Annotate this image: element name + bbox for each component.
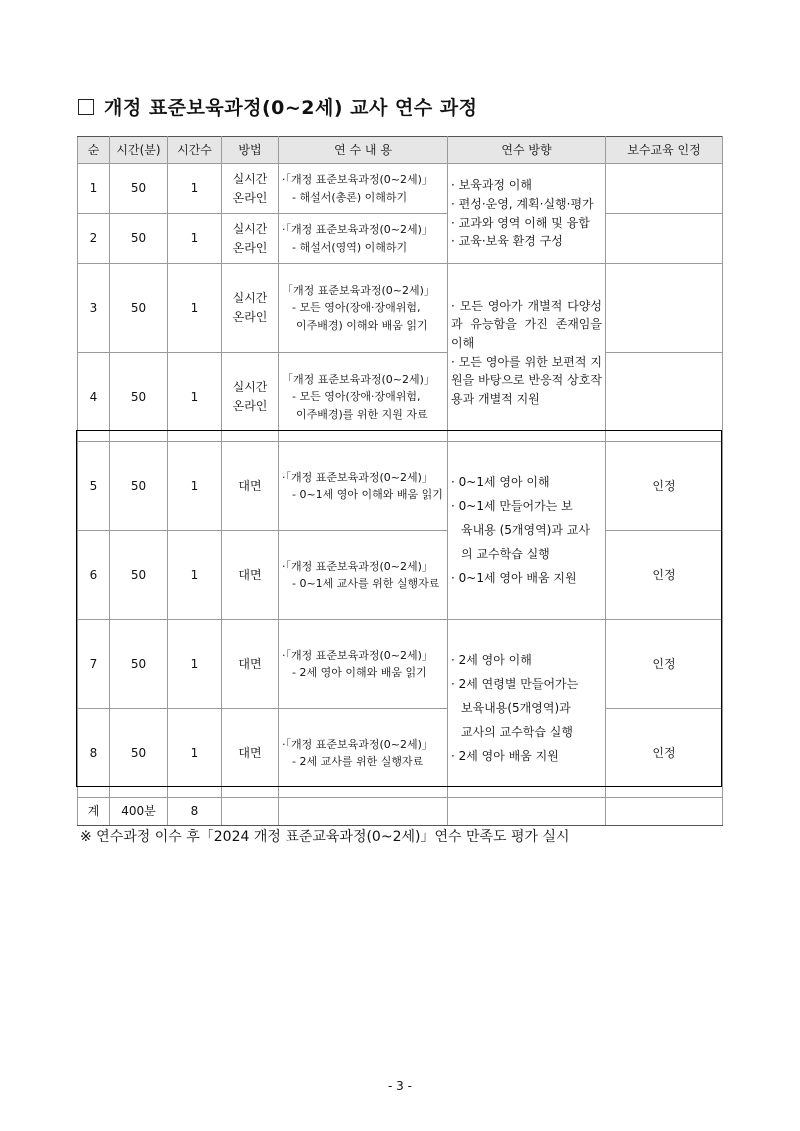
method-line: 실시간: [232, 380, 268, 395]
content-line: - 0~1세 교사를 위한 실행자료: [292, 577, 440, 590]
method-line: 실시간: [232, 291, 268, 306]
direction-line: · 교과와 영역 이해 및 융합: [451, 215, 590, 230]
total-hours: 8: [168, 798, 222, 826]
row-method: [222, 531, 279, 620]
row-no: 5: [78, 442, 110, 531]
direction-cell: [448, 264, 606, 442]
method-line: 대면: [238, 745, 262, 760]
direction-line: · 0~1세 영아 배움 지원: [451, 571, 577, 585]
row-minutes: 50: [110, 164, 168, 214]
row-method: [222, 442, 279, 531]
header-recognition: 보수교육 인정: [606, 137, 723, 164]
row-hours: 1: [168, 264, 222, 353]
row-method: [222, 353, 279, 442]
header-content: 연 수 내 용: [279, 137, 448, 164]
row-content: [279, 214, 448, 264]
direction-line: · 0~1세 영아 이해: [451, 475, 550, 489]
content-line: ·「개정 표준보육과정(0~2세)」: [282, 173, 433, 187]
direction-cell: [448, 620, 606, 798]
content-line: - 0~1세 영아 이해와 배움 읽기: [292, 488, 443, 501]
direction-line: · 보육과정 이해: [451, 178, 532, 193]
table-row: [78, 164, 723, 214]
total-row: [78, 798, 723, 826]
content-line: ·「개정 표준보육과정(0~2세)」: [282, 737, 433, 751]
row-hours: 1: [168, 353, 222, 442]
content-line: 「개정 표준보육과정(0~2세)」: [282, 284, 435, 298]
method-line: 실시간: [232, 221, 268, 236]
row-minutes: 50: [110, 353, 168, 442]
content-line: - 2세 교사를 위한 실행자료: [292, 755, 424, 768]
content-line: - 해설서(총론) 이해하기: [292, 190, 408, 204]
page-number: - 3 -: [388, 1079, 412, 1093]
total-empty-cell: [606, 798, 723, 826]
row-no: 8: [78, 709, 110, 798]
content-line: 이주배경)를 위한 지원 자료: [296, 407, 428, 421]
row-recognition: [606, 214, 723, 264]
row-recognition: [606, 264, 723, 353]
table-header-row: [78, 137, 723, 164]
content-line: 「개정 표준보육과정(0~2세)」: [282, 373, 435, 387]
content-line: ·「개정 표준보육과정(0~2세)」: [282, 559, 433, 573]
direction-cell: [448, 442, 606, 620]
total-empty-cell: [222, 798, 279, 826]
direction-line: · 2세 영아 배움 지원: [451, 749, 559, 763]
row-minutes: 50: [110, 620, 168, 709]
content-line: - 2세 영아 이해와 배움 읽기: [292, 666, 427, 679]
checkbox-square-icon: [78, 99, 94, 115]
row-no: 4: [78, 353, 110, 442]
method-line: 온라인: [232, 190, 268, 205]
row-no: 6: [78, 531, 110, 620]
table-row: [78, 214, 723, 264]
row-content: [279, 353, 448, 442]
direction-line: 보육내용(5개영역)과: [461, 701, 571, 715]
content-line: ·「개정 표준보육과정(0~2세)」: [282, 648, 433, 662]
direction-line: · 2세 연령별 만들어가는: [451, 677, 579, 691]
row-hours: 1: [168, 214, 222, 264]
header-direction: 연수 방향: [448, 137, 606, 164]
row-hours: 1: [168, 164, 222, 214]
row-method: [222, 709, 279, 798]
content-line: 이주배경) 이해와 배움 읽기: [296, 318, 428, 332]
page-title: [78, 93, 478, 120]
direction-line: · 모든 영아가 개별적 다양성과 유능함을 가진 존재임을 이해: [451, 298, 602, 350]
direction-line: 육내용 (5개영역)과 교사: [461, 523, 590, 537]
row-content: [279, 442, 448, 531]
row-recognition: 인정: [606, 531, 723, 620]
table-row: [78, 353, 723, 442]
method-line: 대면: [238, 478, 262, 493]
table-row: [78, 531, 723, 620]
direction-line: · 편성·운영, 계획·실행·평가: [451, 196, 594, 211]
row-content: [279, 620, 448, 709]
row-content: [279, 264, 448, 353]
row-method: [222, 264, 279, 353]
direction-cell: [448, 164, 606, 264]
table-row: [78, 264, 723, 353]
row-recognition: 인정: [606, 620, 723, 709]
direction-line: · 0~1세 만들어가는 보: [451, 499, 573, 513]
total-label: 계: [78, 798, 110, 826]
page-title-text: 개정 표준보육과정(0~2세) 교사 연수 과정: [104, 97, 478, 119]
row-no: 1: [78, 164, 110, 214]
method-line: 대면: [238, 567, 262, 582]
footnote: ※ 연수과정 이수 후「2024 개정 표준교육과정(0~2세)」연수 만족도 평가 실시: [80, 829, 570, 845]
row-no: 2: [78, 214, 110, 264]
row-content: [279, 709, 448, 798]
table-row: [78, 709, 723, 798]
content-line: - 모든 영아(장애·장애위험,: [292, 301, 421, 315]
total-empty-cell: [448, 798, 606, 826]
content-line: - 해설서(영역) 이해하기: [292, 240, 408, 254]
row-minutes: 50: [110, 264, 168, 353]
header-method: 방법: [222, 137, 279, 164]
training-schedule-table: [77, 136, 723, 826]
total-minutes: 400분: [110, 798, 168, 826]
row-no: 3: [78, 264, 110, 353]
row-minutes: 50: [110, 709, 168, 798]
row-content: [279, 531, 448, 620]
row-recognition: 인정: [606, 709, 723, 798]
row-hours: 1: [168, 531, 222, 620]
header-hours: 시간수: [168, 137, 222, 164]
row-no: 7: [78, 620, 110, 709]
content-line: - 모든 영아(장애·장애위험,: [292, 390, 421, 404]
row-hours: 1: [168, 442, 222, 531]
row-method: [222, 620, 279, 709]
row-content: [279, 164, 448, 214]
row-minutes: 50: [110, 531, 168, 620]
direction-line: · 교육·보육 환경 구성: [451, 234, 563, 249]
method-line: 실시간: [232, 171, 268, 186]
row-hours: 1: [168, 709, 222, 798]
header-no: 순: [78, 137, 110, 164]
method-line: 대면: [238, 656, 262, 671]
direction-line: 의 교수학습 실행: [461, 547, 550, 561]
row-method: [222, 164, 279, 214]
row-method: [222, 214, 279, 264]
row-hours: 1: [168, 620, 222, 709]
direction-line: · 모든 영아를 위한 보편적 지원을 바탕으로 반응적 상호작용과 개별적 지원: [451, 354, 602, 406]
header-minutes: 시간(분): [110, 137, 168, 164]
row-minutes: 50: [110, 442, 168, 531]
total-empty-cell: [279, 798, 448, 826]
row-recognition: [606, 164, 723, 214]
table-row: [78, 442, 723, 531]
row-recognition: 인정: [606, 442, 723, 531]
content-line: ·「개정 표준보육과정(0~2세)」: [282, 223, 433, 237]
method-line: 온라인: [232, 310, 268, 324]
direction-line: · 2세 영아 이해: [451, 653, 532, 667]
row-minutes: 50: [110, 214, 168, 264]
method-line: 온라인: [232, 240, 268, 255]
table-row: [78, 620, 723, 709]
row-recognition: [606, 353, 723, 442]
content-line: ·「개정 표준보육과정(0~2세)」: [282, 470, 433, 484]
direction-line: 교사의 교수학습 실행: [461, 725, 573, 739]
method-line: 온라인: [232, 399, 268, 413]
